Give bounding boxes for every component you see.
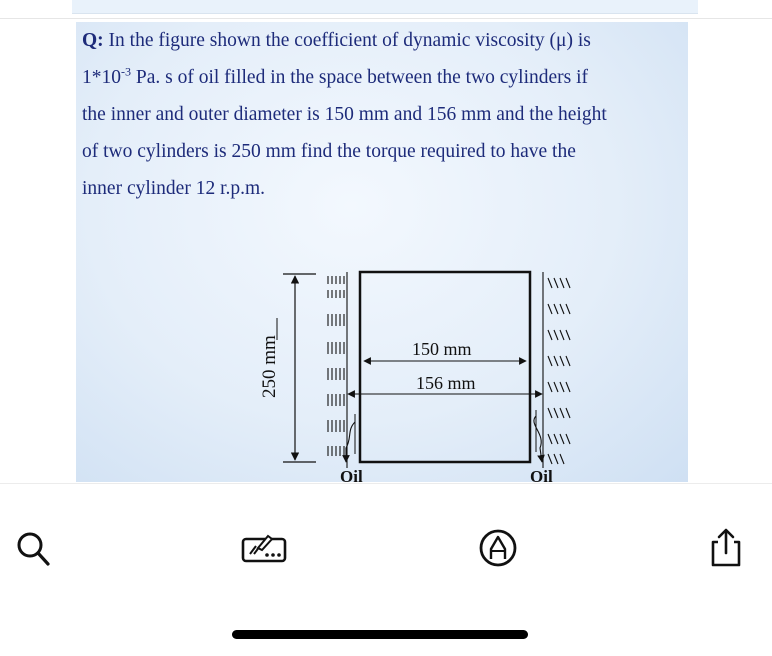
signature-markup-button[interactable] — [240, 526, 284, 570]
viscosity-exponent: -3 — [121, 64, 131, 79]
markup-pen-icon — [476, 526, 520, 570]
oil-label-left: Oil — [340, 467, 363, 482]
viscosity-base: 1*10 — [82, 67, 121, 88]
height-label: 250 mm — [259, 335, 280, 398]
document-slide — [76, 22, 688, 482]
markup-signature-icon — [240, 526, 290, 570]
search-button[interactable] — [12, 526, 56, 570]
question-line-2-text: Pa. s of oil filled in the space between the two cylinders if — [131, 67, 589, 88]
share-button[interactable] — [704, 526, 748, 570]
question-line-5: inner cylinder 12 r.p.m. — [82, 178, 266, 199]
question-line-1-text: In the figure shown the coefficient of dynamic viscosity (μ) is — [108, 30, 591, 51]
cylinder-diagram — [76, 22, 688, 482]
outer-diameter-label: 156 mm — [416, 373, 476, 393]
question-line-4: of two cylinders is 250 mm find the torque required to have the — [82, 141, 576, 162]
share-icon — [704, 526, 748, 570]
home-indicator[interactable] — [232, 630, 528, 639]
inner-cylinder — [360, 272, 530, 462]
left-outer-wall — [328, 272, 347, 468]
question-label: Q: — [82, 30, 104, 51]
inner-diameter-label: 150 mm — [412, 339, 472, 359]
top-divider — [0, 18, 772, 19]
search-icon — [12, 526, 56, 570]
markup-pen-button[interactable] — [476, 526, 520, 570]
oil-label-right: Oil — [530, 467, 553, 482]
previous-slide-edge — [72, 0, 698, 14]
bottom-toolbar — [0, 483, 772, 656]
question-line-3: the inner and outer diameter is 150 mm and 156 mm and the height — [82, 104, 607, 125]
top-strip — [0, 0, 772, 22]
right-oil-pointer — [534, 416, 542, 462]
right-outer-wall — [543, 272, 570, 468]
height-dimension — [277, 274, 316, 462]
